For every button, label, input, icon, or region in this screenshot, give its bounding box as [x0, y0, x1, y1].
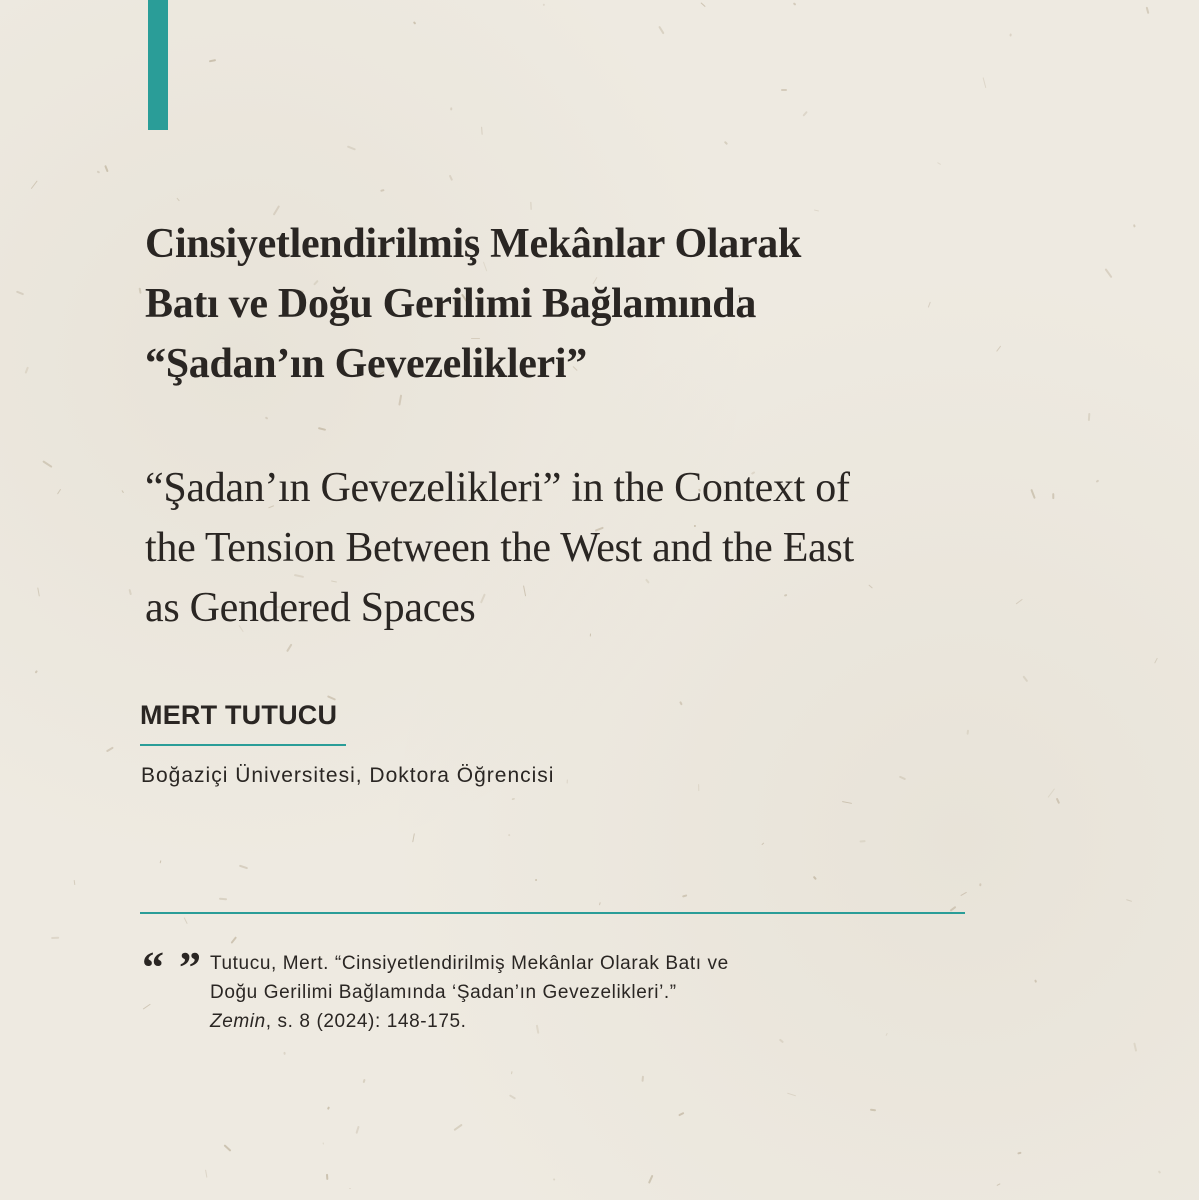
- accent-bar: [148, 0, 168, 130]
- paper-fleck: [326, 1174, 329, 1180]
- paper-fleck: [42, 460, 52, 467]
- quote-icon: “ ”: [142, 943, 203, 992]
- paper-fleck: [97, 171, 100, 174]
- turkish-title-line: “Şadan’ın Gevezelikleri”: [145, 341, 587, 387]
- paper-fleck: [264, 416, 268, 420]
- paper-fleck: [1133, 1042, 1137, 1051]
- paper-fleck: [231, 936, 237, 943]
- paper-fleck: [648, 1175, 654, 1184]
- paper-fleck: [1126, 899, 1132, 902]
- paper-fleck: [57, 488, 61, 494]
- citation-divider: [140, 912, 965, 914]
- paper-fleck: [960, 891, 967, 896]
- paper-fleck: [510, 1072, 512, 1075]
- paper-fleck: [1154, 658, 1158, 664]
- paper-fleck: [842, 801, 852, 804]
- paper-fleck: [317, 427, 326, 431]
- paper-fleck: [209, 59, 216, 62]
- paper-fleck: [599, 902, 601, 905]
- paper-fleck: [698, 784, 700, 791]
- paper-fleck: [362, 1079, 365, 1084]
- paper-fleck: [51, 937, 59, 939]
- paper-fleck: [802, 111, 808, 117]
- paper-fleck: [1133, 224, 1135, 227]
- paper-fleck: [899, 775, 906, 780]
- paper-fleck: [283, 1052, 286, 1055]
- paper-fleck: [1088, 413, 1091, 421]
- paper-fleck: [37, 588, 40, 597]
- paper-fleck: [30, 180, 37, 189]
- paper-fleck: [399, 395, 403, 406]
- paper-fleck: [982, 77, 986, 88]
- paper-fleck: [106, 746, 114, 752]
- paper-fleck: [412, 21, 416, 25]
- paper-fleck: [73, 880, 75, 885]
- paper-fleck: [553, 1178, 556, 1181]
- paper-fleck: [980, 884, 982, 887]
- paper-fleck: [1146, 7, 1150, 14]
- paper-fleck: [966, 730, 969, 735]
- paper-fleck: [380, 189, 385, 192]
- paper-fleck: [682, 894, 688, 897]
- paper-fleck: [183, 917, 187, 924]
- paper-fleck: [937, 162, 941, 165]
- english-title-line: “Şadan’ın Gevezelikleri” in the Context of: [145, 465, 850, 511]
- paper-fleck: [508, 834, 511, 837]
- paper-fleck: [779, 1039, 784, 1044]
- paper-fleck: [16, 291, 24, 296]
- paper-fleck: [1056, 797, 1060, 803]
- paper-fleck: [412, 834, 415, 843]
- paper-fleck: [781, 88, 787, 90]
- paper-fleck: [509, 1094, 516, 1099]
- paper-fleck: [205, 1170, 208, 1178]
- paper-fleck: [239, 865, 248, 870]
- paper-fleck: [997, 1183, 1001, 1185]
- paper-fleck: [543, 4, 545, 6]
- paper-fleck: [535, 879, 538, 882]
- paper-fleck: [566, 779, 567, 783]
- citation-text: [210, 949, 970, 1036]
- paper-fleck: [449, 175, 453, 181]
- paper-fleck: [1095, 480, 1099, 483]
- paper-fleck: [159, 861, 161, 864]
- citation-issue: , s. 8 (2024): 148-175.: [265, 1011, 467, 1032]
- paper-fleck: [326, 1106, 329, 1109]
- paper-fleck: [451, 107, 453, 110]
- paper-fleck: [1023, 675, 1029, 682]
- paper-fleck: [453, 1123, 463, 1131]
- paper-fleck: [658, 25, 664, 33]
- paper-fleck: [869, 1108, 875, 1111]
- paper-fleck: [322, 1143, 324, 1145]
- english-title: [145, 458, 1045, 638]
- paper-fleck: [356, 1126, 360, 1134]
- paper-fleck: [679, 701, 683, 705]
- paper-fleck: [793, 3, 797, 7]
- paper-fleck: [814, 210, 819, 212]
- paper-fleck: [642, 1076, 644, 1082]
- author-affiliation: Boğaziçi Üniversitesi, Doktora Öğrencisi: [141, 764, 555, 787]
- paper-fleck: [724, 141, 728, 145]
- paper-fleck: [35, 670, 38, 673]
- english-title-line: as Gendered Spaces: [145, 585, 476, 631]
- turkish-title-line: Batı ve Doğu Gerilimi Bağlamında: [145, 281, 757, 327]
- paper-fleck: [859, 840, 865, 843]
- citation-line: [210, 1007, 970, 1036]
- paper-fleck: [1104, 268, 1112, 278]
- citation-line: Doğu Gerilimi Bağlamında ‘Şadan’ın Gevezelikleri’.”: [210, 982, 677, 1003]
- paper-fleck: [760, 842, 763, 845]
- author-name: MERT TUTUCU: [140, 700, 338, 730]
- turkish-title-line: Cinsiyetlendirilmiş Mekânlar Olarak: [145, 221, 802, 267]
- paper-fleck: [1048, 788, 1055, 797]
- paper-fleck: [24, 366, 29, 373]
- paper-fleck: [176, 198, 180, 202]
- paper-fleck: [105, 165, 109, 173]
- paper-fleck: [1158, 1170, 1161, 1173]
- paper-fleck: [512, 798, 515, 800]
- paper-fleck: [1009, 34, 1011, 37]
- paper-fleck: [139, 288, 142, 295]
- paper-fleck: [347, 146, 356, 151]
- paper-fleck: [142, 1003, 150, 1009]
- paper-fleck: [1052, 493, 1054, 499]
- paper-fleck: [678, 1111, 685, 1116]
- paper-fleck: [121, 490, 124, 493]
- english-title-line: the Tension Between the West and the East: [145, 525, 854, 571]
- citation-line: Tutucu, Mert. “Cinsiyetlendirilmiş Mekânlar Olarak Batı ve: [210, 953, 729, 974]
- paper-fleck: [787, 1092, 796, 1096]
- paper-fleck: [1017, 1152, 1022, 1155]
- paper-fleck: [128, 589, 132, 596]
- paper-fleck: [349, 1188, 351, 1189]
- paper-fleck: [701, 2, 706, 7]
- paper-fleck: [224, 1144, 232, 1151]
- paper-fleck: [219, 898, 227, 901]
- paper-fleck: [813, 876, 817, 880]
- journal-name: Zemin: [210, 1011, 266, 1032]
- paper-fleck: [530, 202, 532, 210]
- author-underline: [140, 744, 346, 746]
- paper-fleck: [287, 643, 293, 651]
- paper-fleck: [481, 126, 483, 134]
- paper-fleck: [1034, 979, 1037, 983]
- turkish-title: [145, 214, 1045, 394]
